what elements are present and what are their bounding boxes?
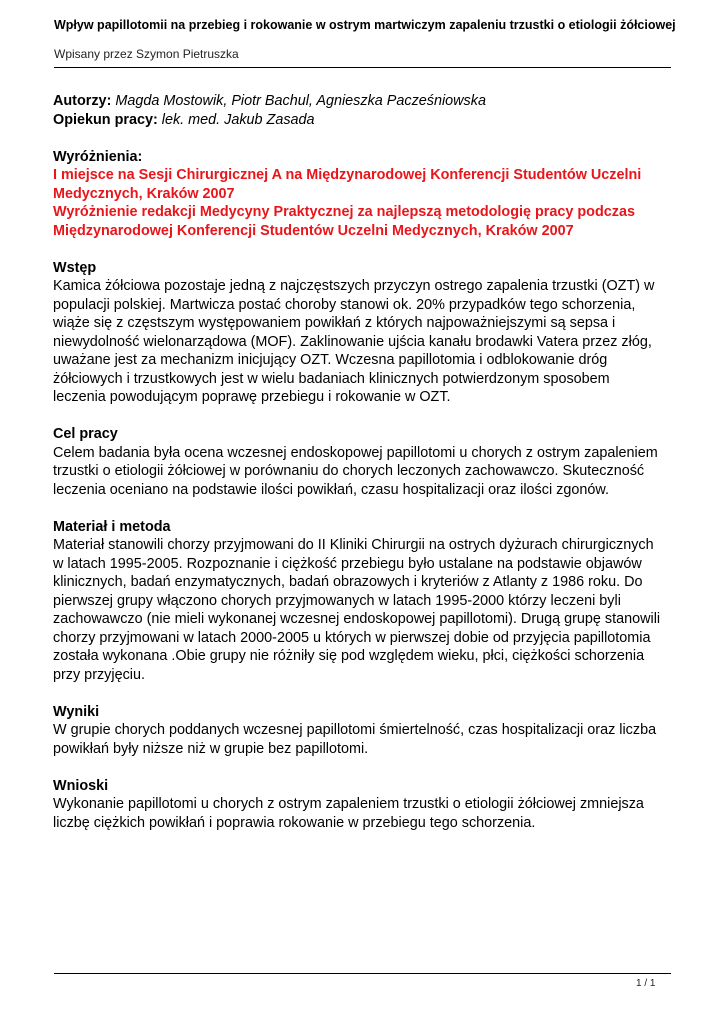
award-line: I miejsce na Sesji Chirurgicznej A na Międzynarodowej Konferencji Studentów Uczelni: [53, 167, 642, 183]
footer-divider: [54, 973, 671, 974]
body-line: żółciowych i trzustkowych jest w wielu badaniach klinicznych potwierdzonym sposobem: [53, 370, 610, 387]
body-line: powikłań były niższe niż w grupie bez papillotomi.: [53, 740, 369, 757]
body-line: w latach 1995-2005. Rozpoznanie i ciężkość przebiegu było ustalane na podstawie objawów: [53, 555, 642, 572]
supervisor-label: Opiekun pracy:: [53, 111, 158, 128]
award-line: Międzynarodowej Konferencji Studentów Uczelni Medycznych, Kraków 2007: [53, 222, 574, 239]
body-line: pierwszej grupy włączono chorych przyjmowanych w latach 1995-2000 którzy leczeni byli: [53, 592, 621, 609]
supervisor-value: lek. med. Jakub Zasada: [161, 111, 315, 128]
body-line: Celem badania była ocena wczesnej endoskopowej papillotomi u chorych z ostrym zapaleniem: [53, 444, 658, 461]
authors-value: Magda Mostowik, Piotr Bachul, Agnieszka Pacześniowska: [115, 93, 486, 109]
authors-label: Autorzy:: [53, 93, 112, 109]
body-line: liczbę ciężkich powikłań i poprawia rokowanie w przebiegu tego schorzenia.: [53, 814, 536, 831]
page-header-author: Wpisany przez Szymon Pietruszka: [54, 47, 239, 61]
section-heading: Wstęp: [53, 259, 97, 276]
header-divider: [54, 67, 671, 68]
body-line: niewydolność wielonarządowa (MOF). Zaklinowanie ujścia kanału brodawki Vatera przez złóg,: [53, 333, 652, 350]
body-line: zachowawczo (nie mieli wykonanej wczesnej endoskopowej papillotomi). Drugą grupę stanowili: [53, 611, 661, 627]
conclusions-section: [53, 777, 683, 833]
section-heading: Materiał i metoda: [53, 518, 171, 535]
article-body: [53, 92, 683, 832]
body-line: leczenia oceniano na podstawie ilości powikłań, czasu hospitalizacji oraz ilości zgonów.: [53, 481, 609, 498]
awards-heading: Wyróżnienia:: [53, 148, 143, 165]
body-line: trzustki o etiologii żółciowej w porównaniu do chorych leczonych zachowawczo. Skuteczność: [53, 463, 645, 479]
body-line: Wykonanie papillotomi u chorych z ostrym zapaleniem trzustki o etiologii żółciowej zmniejsza: [53, 796, 644, 812]
section-heading: Wnioski: [53, 777, 109, 794]
body-line: Materiał stanowili chorzy przyjmowani do II Kliniki Chirurgii na ostrych dyżurach chirurgicznych: [53, 537, 654, 553]
section-heading: Cel pracy: [53, 426, 118, 442]
body-line: Kamica żółciowa pozostaje jedną z najczęstszych przyczyn ostrego zapalenia trzustki (OZT) w: [53, 278, 655, 294]
aim-section: [53, 425, 683, 499]
body-line: uważane jest za mechanizm inicjujący OZT. Wczesna papillotomia i odblokowanie dróg: [53, 352, 608, 368]
body-line: wiąże się z częstszym występowaniem powikłań z których najpoważniejszymi są sepsa i: [53, 315, 616, 331]
award-line: Medycznych, Kraków 2007: [53, 185, 235, 202]
body-line: leczenia powodującym poprawę przebiegu i rokowanie w OZT.: [53, 389, 451, 405]
page-header-title: Wpływ papillotomii na przebieg i rokowanie w ostrym martwiczym zapaleniu trzustki o etiologii żółciowej: [54, 18, 676, 32]
awards-section: [53, 148, 683, 241]
section-heading: Wyniki: [53, 703, 100, 720]
body-line: W grupie chorych poddanych wczesnej papillotomi śmiertelność, czas hospitalizacji oraz liczba: [53, 722, 657, 738]
body-line: chorzy przyjmowani w latach 2000-2005 u których w pierwszej dobie od przyjęcia papillotomia: [53, 629, 651, 646]
methods-section: [53, 518, 683, 685]
body-line: została wykonana .Obie grupy nie różniły się pod względem wieku, płci, ciężkości schorzenia: [53, 648, 645, 664]
body-line: przy przyjęciu.: [53, 666, 145, 683]
results-section: [53, 703, 683, 759]
award-line: Wyróżnienie redakcji Medycyny Praktycznej za najlepszą metodologię pracy podczas: [53, 204, 635, 220]
body-line: populacji polskiej. Martwicza postać choroby stanowi ok. 20% przypadków tego schorzenia,: [53, 296, 636, 313]
intro-section: [53, 259, 683, 407]
page-number: 1 / 1: [636, 978, 656, 989]
body-line: klinicznych, badań enzymatycznych, badań obrazowych i kryteriów z Atlanty z 1986 roku. Do: [53, 574, 643, 590]
supervisor-line: [53, 111, 683, 130]
authors-line: [53, 92, 683, 111]
